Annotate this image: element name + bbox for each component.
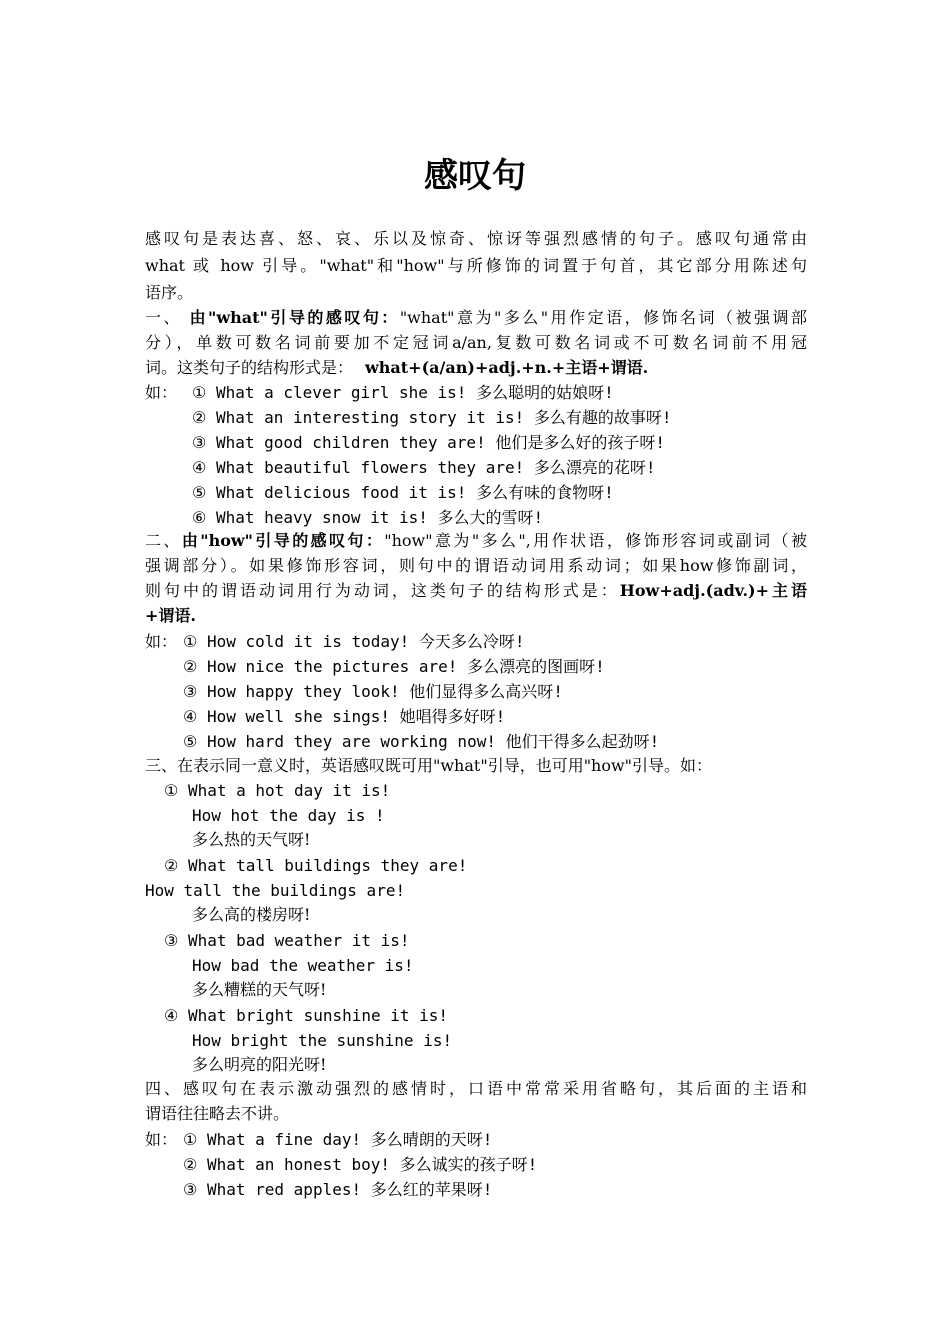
section1-example: ⑥ What heavy snow it is! 多么大的雪呀! [192, 508, 544, 527]
section3-how-sentence: How tall the buildings are! [145, 881, 406, 900]
section2-number: 二、 [145, 531, 182, 550]
section1-line-2: 分），单数可数名词前要加不定冠词a/an,复数可数名词或不可数名词前不用冠 [145, 333, 807, 352]
section3-what-sentence: ④ What bright sunshine it is! [164, 1006, 449, 1025]
section1-example: ④ What beautiful flowers they are! 多么漂亮的花呀! [192, 458, 656, 477]
section1-example: ③ What good children they are! 他们是多么好的孩子呀! [192, 433, 665, 452]
section3-translation: 多么热的天气呀! [192, 830, 311, 849]
section3-translation: 多么高的楼房呀! [192, 905, 311, 924]
section1-desc: "what"意为"多么"用作定语，修饰名词（被强调部 [399, 308, 807, 327]
section3-what-sentence: ① What a hot day it is! [164, 781, 391, 800]
section3-how-sentence: How hot the day is ! [192, 806, 385, 825]
section2-lead: 如： [145, 632, 178, 651]
section1-line-1 [145, 305, 807, 330]
section2-desc: "how"意为"多么",用作状语，修饰形容词或副词（被 [384, 531, 807, 550]
section2-line-1 [145, 528, 807, 553]
section1-example: ⑤ What delicious food it is! 多么有味的食物呀! [192, 483, 614, 502]
section3-how-sentence: How bright the sunshine is! [192, 1031, 453, 1050]
section2-structure-text: 则句中的谓语动词用行为动词，这类句子的结构形式是： [145, 581, 620, 600]
section3-intro: 三、在表示同一意义时，英语感叹既可用"what"引导，也可用"how"引导。如： [145, 756, 713, 775]
section2-formula-end: +谓语. [145, 606, 196, 625]
section2-example: ⑤ How hard they are working now! 他们干得多么起劲呀! [183, 732, 660, 751]
intro-line-1: 感叹句是表达喜、怒、哀、乐以及惊奇、惊讶等强烈感情的句子。感叹句通常由 [145, 229, 807, 248]
section1-line-3 [145, 355, 648, 380]
section3-what-sentence: ② What tall buildings they are! [164, 856, 468, 875]
section1-example: ① What a clever girl she is! 多么聪明的姑娘呀! [192, 383, 614, 402]
section4-line-2: 谓语往往略去不讲。 [145, 1104, 290, 1123]
section1-structure-text: 词。这类句子的结构形式是： [145, 358, 354, 377]
section3-how-sentence: How bad the weather is! [192, 956, 414, 975]
section3-translation: 多么糟糕的天气呀! [192, 980, 327, 999]
intro-line-3: 语序。 [145, 283, 194, 302]
section2-example: ① How cold it is today! 今天多么冷呀! [183, 632, 525, 651]
section4-lead: 如： [145, 1130, 178, 1149]
section4-example: ① What a fine day! 多么晴朗的天呀! [183, 1130, 493, 1149]
section1-lead: 如： [145, 383, 178, 402]
section4-example: ③ What red apples! 多么红的苹果呀! [183, 1180, 493, 1199]
section3-what-sentence: ③ What bad weather it is! [164, 931, 410, 950]
section2-heading: 由"how"引导的感叹句： [181, 531, 385, 550]
section2-example: ③ How happy they look! 他们显得多么高兴呀! [183, 682, 563, 701]
section2-line-3 [145, 578, 807, 603]
section4-example: ② What an honest boy! 多么诚实的孩子呀! [183, 1155, 538, 1174]
page-title: 感叹句 [424, 156, 526, 196]
section1-number: 一、 [145, 308, 190, 327]
section1-formula: what+(a/an)+adj.+n.+主语+谓语. [365, 358, 649, 377]
section2-line-2: 强调部分）。如果修饰形容词，则句中的谓语动词用系动词；如果how修饰副词， [145, 556, 807, 575]
section2-example: ④ How well she sings! 她唱得多好呀! [183, 707, 506, 726]
section2-example: ② How nice the pictures are! 多么漂亮的图画呀! [183, 657, 605, 676]
section1-heading: 由"what"引导的感叹句： [189, 308, 400, 327]
section1-example: ② What an interesting story it is! 多么有趣的故事呀! [192, 408, 672, 427]
intro-line-2: what 或 how 引导。"what"和"how"与所修饰的词置于句首，其它部分用陈述句 [145, 256, 807, 275]
section2-formula: How+adj.(adv.)+主语 [619, 581, 807, 600]
section4-line-1: 四、感叹句在表示激动强烈的感情时，口语中常常采用省略句，其后面的主语和 [145, 1079, 807, 1098]
section3-translation: 多么明亮的阳光呀! [192, 1055, 327, 1074]
